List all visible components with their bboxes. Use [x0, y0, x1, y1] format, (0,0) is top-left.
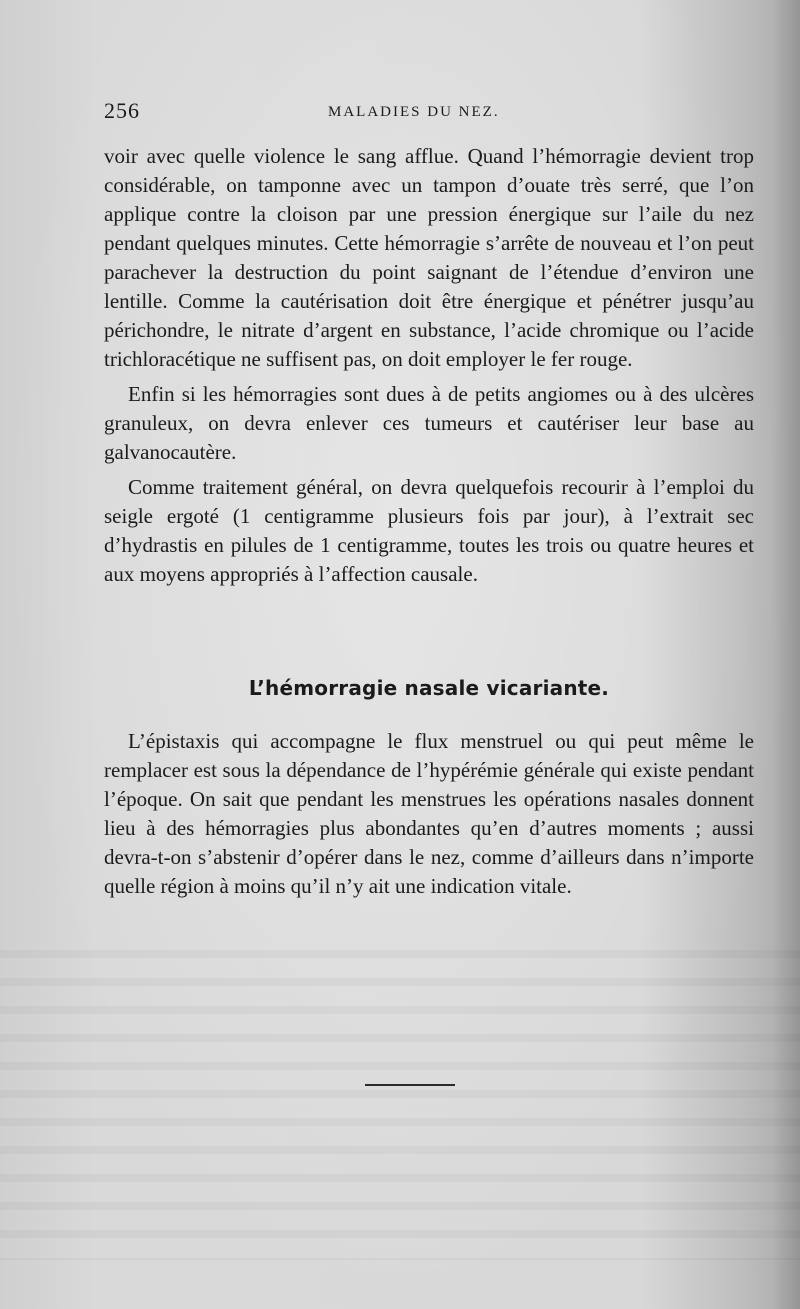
paragraph-epistaxis: L’épistaxis qui accompagne le flux menstruel ou qui peut même le remplacer est sous la dépendance de l’hypérémie générale qui existe pendant l’époque. On sait que pendant les menstrues les opérations nasales donnent lieu à des hémorragies plus abondantes qu’en d’autres moments ; aussi devra-t-on s’abstenir d’opérer dans le nez, comme d’ailleurs dans n’importe quelle région à moins qu’il n’y ait une indication vitale.	[104, 729, 754, 898]
page-header	[104, 98, 754, 128]
section-text	[104, 727, 754, 907]
paragraph-angiomes: Enfin si les hémorragies sont dues à de petits angiomes ou à des ulcères granuleux, on devra enlever ces tumeurs et cautériser leur base au galvanocautère.	[104, 382, 754, 464]
page-gutter-shadow	[772, 0, 800, 1309]
section-end-rule	[365, 1084, 455, 1086]
section-title: L’hémorragie nasale vicariante.	[248, 676, 610, 700]
paragraph-continued: voir avec quelle violence le sang afflue. Quand l’hémorragie devient trop considérable, on tamponne avec un tampon d’ouate très serré, que l’on applique contre la cloison par une pression énergique sur l’aile du nez pendant quelques minutes. Cette hémorragie s’arrête de nouveau et l’on peut parachever la destruction du point saignant de l’étendue d’environ une lentille. Comme la cautérisation doit être énergique et pénétrer jusqu’au périchondre, le nitrate d’argent en substance, l’acide chromique ou l’acide trichloracétique ne suffisent pas, on doit employer le fer rouge.	[104, 144, 754, 371]
paragraph-traitement-general: Comme traitement général, on devra quelquefois recourir à l’emploi du seigle ergoté (1 centigramme plusieurs fois par jour), à l’extrait sec d’hydrastis en pilules de 1 centigramme, toutes les trois ou quatre heures et aux moyens appropriés à l’affection causale.	[104, 475, 754, 586]
page-number: 256	[104, 98, 140, 123]
show-through-texture	[0, 930, 800, 1260]
running-title: MALADIES DU NEZ.	[328, 104, 500, 120]
main-text	[104, 142, 754, 595]
